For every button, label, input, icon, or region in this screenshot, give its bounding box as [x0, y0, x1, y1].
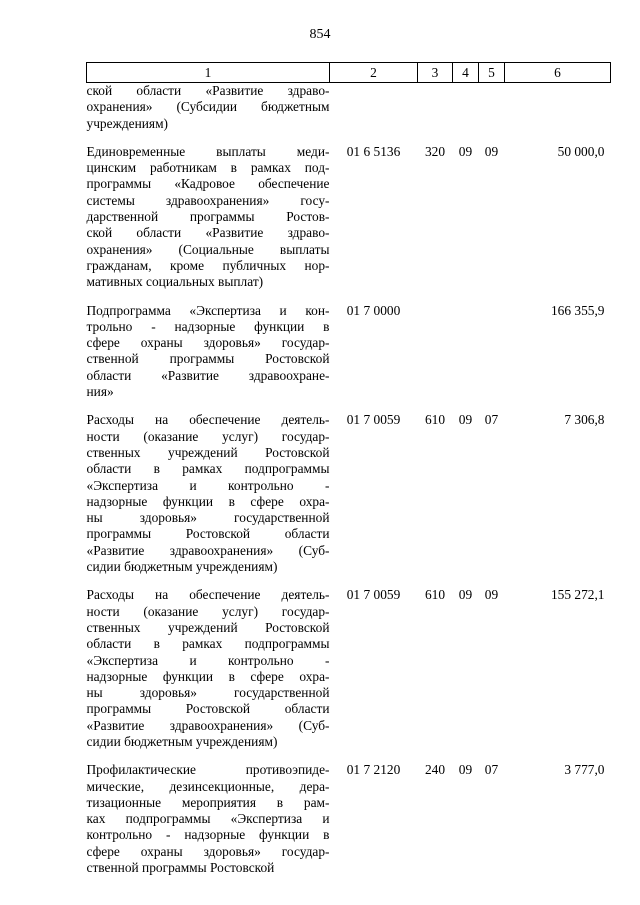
row-name-line: сидии бюджетным учреждениям): [86, 559, 278, 575]
row-code: 01 7 0059: [346, 587, 401, 603]
row-pr: 07: [484, 762, 499, 778]
row-name-line: ности (оказание услуг) государ-: [86, 428, 330, 444]
row-name-line: учреждениям): [86, 115, 169, 131]
table-row: [87, 144, 611, 291]
row-pr: 09: [484, 143, 499, 159]
row-pr: 09: [484, 587, 499, 603]
row-rz: [453, 83, 479, 132]
row-code: [330, 83, 418, 132]
table-body: [87, 83, 611, 877]
row-rz: 09: [458, 587, 473, 603]
page-number: 854: [309, 27, 331, 42]
row-name-line: «Экспертиза и контрольно -: [86, 652, 330, 668]
row-name-line: ской области «Развитие здраво-: [86, 83, 330, 98]
row-name-line: ны здоровья» государственной: [86, 510, 330, 526]
row-name-line: ственной программы Ростовской: [86, 351, 330, 367]
row-rz: 09: [458, 143, 473, 159]
row-name: [87, 762, 330, 876]
row-name-line: ственных учреждений Ростовской: [86, 444, 330, 460]
row-name-line: ственной программы Ростовской: [86, 860, 275, 876]
table-header-row: [87, 63, 611, 83]
row-spacer: [87, 400, 611, 412]
row-name-line: контрольно - надзорные функции в: [86, 827, 330, 843]
row-name-line: Расходы на обеспечение деятель-: [86, 412, 330, 428]
row-name-line: Расходы на обеспечение деятель-: [86, 587, 330, 603]
row-name-line: программы Ростовской области: [86, 526, 330, 542]
row-name-line: Единовременные выплаты меди-: [86, 143, 330, 159]
table-row: [87, 587, 611, 750]
row-code: 01 7 0000: [346, 302, 401, 318]
row-sum: 50 000,0: [557, 143, 605, 159]
row-vr: [418, 303, 453, 401]
row-name-line: области в рамках подпрограммы: [86, 461, 330, 477]
row-name-line: Подпрограмма «Экспертиза и кон-: [86, 302, 330, 318]
row-rz: [453, 303, 479, 401]
row-spacer: [87, 132, 611, 144]
row-name-line: надзорные функции в сфере охра-: [86, 493, 330, 509]
row-spacer: [87, 575, 611, 587]
row-sum: 3 777,0: [564, 762, 605, 778]
row-pr: 07: [484, 412, 499, 428]
row-name: [87, 83, 330, 132]
row-name-line: «Экспертиза и контрольно -: [86, 477, 330, 493]
row-code: 01 6 5136: [346, 143, 401, 159]
column-header-vr: 3: [418, 63, 453, 83]
row-name-line: области в рамках подпрограммы: [86, 636, 330, 652]
row-name-line: ния»: [86, 384, 114, 400]
row-rz: 09: [458, 412, 473, 428]
row-vr: 610: [424, 587, 446, 603]
column-header-code: 2: [330, 63, 418, 83]
row-sum: [505, 83, 611, 132]
row-name-line: Профилактические противоэпиде-: [86, 762, 330, 778]
row-name-line: охранения» (Социальные выплаты: [86, 241, 330, 257]
row-rz: 09: [458, 762, 473, 778]
row-name-line: системы здравоохранения» госу-: [86, 192, 330, 208]
row-name-line: дарственной программы Ростов-: [86, 209, 330, 225]
row-vr: 240: [424, 762, 446, 778]
row-pr: [479, 83, 505, 132]
row-name-line: ках подпрограммы «Экспертиза и: [86, 811, 330, 827]
row-name-line: ской области «Развитие здраво-: [86, 225, 330, 241]
row-spacer: [87, 291, 611, 303]
row-vr: [418, 83, 453, 132]
row-name-line: ны здоровья» государственной: [86, 685, 330, 701]
row-name-line: цинским работникам в рамках под-: [86, 160, 330, 176]
column-header-pr: 5: [479, 63, 505, 83]
row-sum: 166 355,9: [550, 302, 605, 318]
budget-table: [86, 62, 611, 876]
row-name-line: программы Ростовской области: [86, 701, 330, 717]
table-row: [87, 83, 611, 132]
row-spacer: [87, 750, 611, 762]
row-vr: 320: [424, 143, 446, 159]
row-name-line: сфере охраны здоровья» государ-: [86, 843, 330, 859]
row-name-line: мативных социальных выплат): [86, 274, 264, 290]
row-name-line: трольно - надзорные функции в: [86, 318, 330, 334]
row-code: 01 7 2120: [346, 762, 401, 778]
row-sum: 7 306,8: [564, 412, 605, 428]
table-row: [87, 303, 611, 401]
row-name-line: «Развитие здравоохранения» (Суб-: [86, 542, 330, 558]
row-name-line: тизационные мероприятия в рам-: [86, 794, 330, 810]
row-name: [87, 412, 330, 575]
row-name: [87, 144, 330, 291]
row-name: [87, 303, 330, 401]
row-vr: 610: [424, 412, 446, 428]
column-header-rz: 4: [453, 63, 479, 83]
row-name-line: области «Развитие здравоохране-: [86, 367, 330, 383]
column-header-sum: 6: [505, 63, 611, 83]
table-row: [87, 762, 611, 876]
row-name-line: «Развитие здравоохранения» (Суб-: [86, 717, 330, 733]
row-code: 01 7 0059: [346, 412, 401, 428]
row-name-line: сфере охраны здоровья» государ-: [86, 335, 330, 351]
column-header-name: 1: [87, 63, 330, 83]
row-name-line: мические, дезинсекционные, дера-: [86, 778, 330, 794]
row-name-line: ности (оказание услуг) государ-: [86, 603, 330, 619]
table-row: [87, 412, 611, 575]
row-name-line: гражданам, кроме публичных нор-: [86, 257, 330, 273]
row-sum: 155 272,1: [550, 587, 605, 603]
row-pr: [479, 303, 505, 401]
row-name: [87, 587, 330, 750]
row-name-line: надзорные функции в сфере охра-: [86, 668, 330, 684]
row-name-line: охранения» (Субсидии бюджетным: [86, 99, 330, 115]
row-name-line: сидии бюджетным учреждениям): [86, 733, 278, 749]
row-name-line: программы «Кадровое обеспечение: [86, 176, 330, 192]
row-name-line: ственных учреждений Ростовской: [86, 619, 330, 635]
